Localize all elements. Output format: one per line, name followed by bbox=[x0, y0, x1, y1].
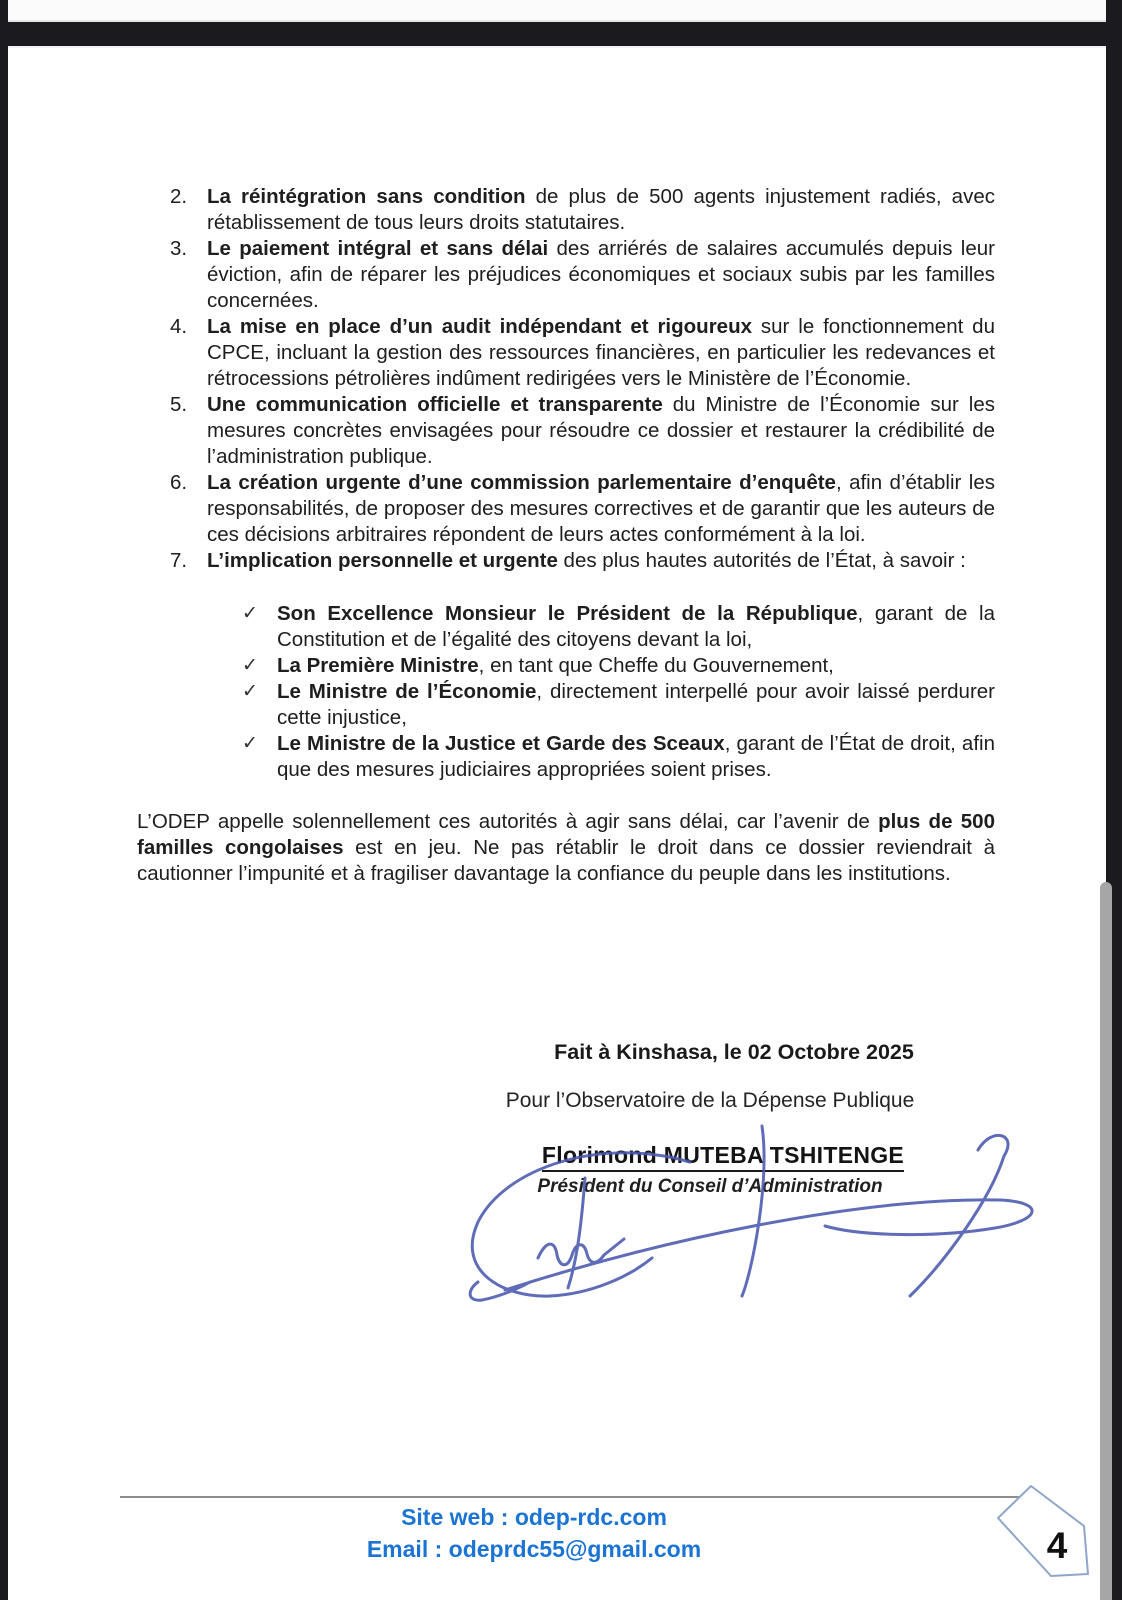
closing-post: est en jeu. Ne pas rétablir le droit dans ce dossier reviendrait à cautionner l’impunité et à fragiliser davantage la confiance du peuple dans les institutions. bbox=[137, 836, 995, 885]
closing-paragraph bbox=[137, 809, 995, 887]
item-bold-text: La réintégration sans condition bbox=[207, 185, 526, 208]
check-icon: ✓ bbox=[242, 603, 258, 624]
item-rest-text: , directement interpellé pour avoir laissé perdurer cette injustice, bbox=[277, 680, 995, 729]
item-rest-text: du Ministre de l’Économie sur les mesures concrètes envisagées pour résoudre ce dossier et restaurer la crédibilité de l’administration publique. bbox=[207, 393, 995, 468]
list-item bbox=[137, 470, 995, 548]
page-separator bbox=[0, 22, 1122, 46]
list-item bbox=[137, 548, 995, 574]
item-number: 7. bbox=[170, 549, 188, 572]
item-rest-text: de plus de 500 agents injustement radiés, avec rétablissement de tous leurs droits statutaires. bbox=[207, 185, 995, 234]
item-rest-text: , en tant que Cheffe du Gouvernement, bbox=[478, 654, 834, 677]
email-text: Email : odeprdc55@gmail.com bbox=[366, 1536, 702, 1562]
authorities-checklist bbox=[137, 601, 995, 783]
check-icon: ✓ bbox=[242, 655, 258, 676]
page-number-badge bbox=[994, 1481, 1092, 1581]
item-bold-text: La mise en place d’un audit indépendant et rigoureux bbox=[207, 315, 752, 338]
item-bold-text: Son Excellence Monsieur le Président de la République bbox=[277, 602, 858, 625]
page-number: 4 bbox=[1046, 1525, 1068, 1566]
list-item bbox=[137, 392, 995, 470]
item-number: 2. bbox=[170, 185, 188, 208]
item-number: 3. bbox=[170, 237, 188, 260]
item-number: 4. bbox=[170, 315, 188, 338]
item-number: 5. bbox=[170, 393, 188, 416]
list-item bbox=[137, 236, 995, 314]
page-top-shadow bbox=[8, 46, 1106, 48]
item-rest-text: des arriérés de salaires accumulés depuis leur éviction, afin de réparer les préjudices économiques et sociaux subis par les familles concernées. bbox=[207, 237, 995, 312]
item-rest-text: , afin d’établir les responsabilités, de proposer des mesures correctives et de garantir que les auteurs de ces décisions arbitraires répondent de leurs actes conformément à la loi. bbox=[207, 471, 995, 546]
item-bold-text: Le Ministre de la Justice et Garde des Sceaux bbox=[277, 732, 725, 755]
item-bold-text: La création urgente d’une commission parlementaire d’enquête bbox=[207, 471, 836, 494]
item-rest-text: , garant de l’État de droit, afin que des mesures judiciaires appropriées soient prises. bbox=[277, 732, 995, 781]
previous-page-edge bbox=[8, 0, 1106, 23]
item-rest-text: sur le fonctionnement du CPCE, incluant la gestion des ressources financières, en particulier les redevances et rétrocessions pétrolières indûment redirigées vers le Ministère de l’Économie. bbox=[207, 315, 995, 390]
closing-bold: plus de 500 familles congolaises bbox=[137, 810, 995, 859]
document-page bbox=[137, 184, 995, 887]
checklist-item bbox=[137, 601, 995, 653]
date-line: Fait à Kinshasa, le 02 Octobre 2025 bbox=[554, 1040, 914, 1064]
checklist-item bbox=[137, 653, 995, 679]
list-item bbox=[137, 314, 995, 392]
item-rest-text: des plus hautes autorités de l’État, à savoir : bbox=[557, 549, 966, 572]
site-web-text: Site web : odep-rdc.com bbox=[401, 1504, 667, 1530]
item-number: 6. bbox=[170, 471, 188, 494]
item-bold-text: Une communication officielle et transparente bbox=[207, 393, 663, 416]
scrollbar-thumb[interactable] bbox=[1100, 882, 1112, 1600]
check-icon: ✓ bbox=[242, 733, 258, 754]
checklist-item bbox=[137, 731, 995, 783]
list-item bbox=[137, 184, 995, 236]
item-bold-text: Le paiement intégral et sans délai bbox=[207, 237, 549, 260]
footer-divider bbox=[120, 1496, 1036, 1498]
signature-ink bbox=[430, 1112, 1080, 1307]
signatory-title: Président du Conseil d’Administration bbox=[537, 1176, 883, 1197]
item-bold-text: L’implication personnelle et urgente bbox=[207, 549, 558, 572]
closing-pre: L’ODEP appelle solennellement ces autorités à agir sans délai, car l’avenir de bbox=[137, 810, 879, 833]
check-icon: ✓ bbox=[242, 681, 258, 702]
viewer-left-frame bbox=[0, 0, 8, 1600]
checklist-item bbox=[137, 679, 995, 731]
item-bold-text: Le Ministre de l’Économie bbox=[277, 680, 537, 703]
signatory-name: Florimond MUTEBA TSHITENGE bbox=[438, 1142, 1008, 1172]
item-rest-text: , garant de la Constitution et de l’égalité des citoyens devant la loi, bbox=[277, 602, 995, 651]
item-bold-text: La Première Ministre bbox=[277, 654, 479, 677]
org-line: Pour l’Observatoire de la Dépense Publique bbox=[505, 1089, 915, 1112]
